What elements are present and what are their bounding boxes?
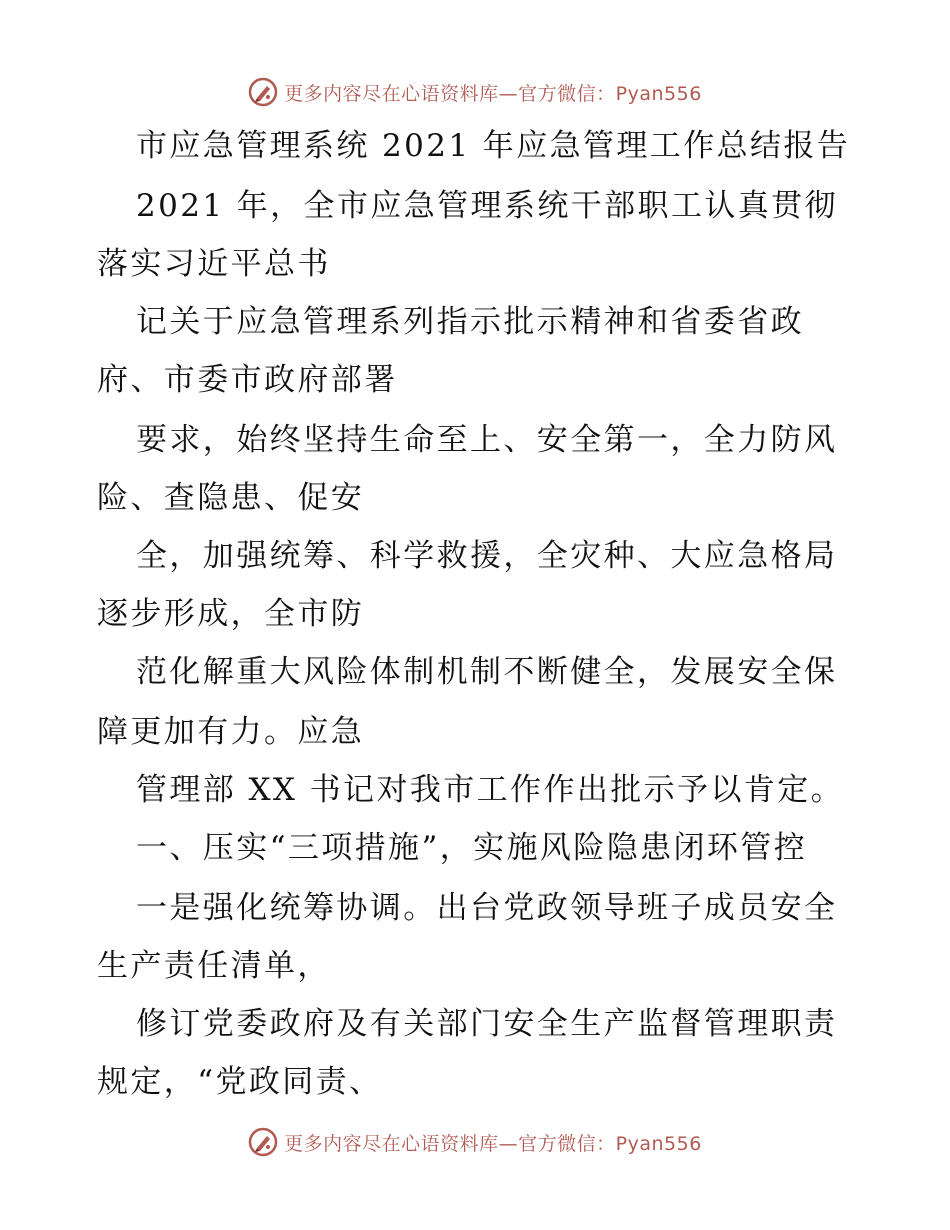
body-line-8: 逐步形成，全市防 — [97, 596, 365, 632]
watermark-text-bottom: 更多内容尽在心语资料库—官方微信：Pyan556 — [284, 1132, 702, 1155]
watermark-text-top: 更多内容尽在心语资料库—官方微信：Pyan556 — [284, 82, 702, 105]
section-heading-1: 一、压实“三项措施”，实施风险隐患闭环管控 — [136, 830, 808, 866]
body-line-14: 生产责任清单， — [97, 948, 331, 984]
body-line-5: 要求，始终坚持生命至上、安全第一，全力防风 — [136, 422, 838, 458]
body-line-15: 修订党委政府及有关部门安全生产监督管理职责 — [136, 1006, 838, 1042]
body-line-9: 范化解重大风险体制机制不断健全，发展安全保 — [136, 654, 838, 690]
body-line-1: 2021 年，全市应急管理系统干部职工认真贯彻 — [136, 188, 838, 224]
document-title: 市应急管理系统 2021 年应急管理工作总结报告 — [136, 128, 851, 164]
body-line-4: 府、市委市政府部署 — [97, 362, 398, 398]
body-line-13: 一是强化统筹协调。出台党政领导班子成员安全 — [136, 890, 838, 926]
body-line-2: 落实习近平总书 — [97, 246, 331, 282]
body-line-16: 规定，“党政同责、 — [97, 1064, 383, 1100]
body-line-6: 险、查隐患、促安 — [97, 480, 365, 516]
watermark-banner-bottom — [0, 1122, 950, 1162]
body-line-3: 记关于应急管理系列指示批示精神和省委省政 — [136, 304, 804, 340]
body-line-10: 障更加有力。应急 — [97, 714, 365, 750]
pen-seal-logo-icon — [248, 1127, 278, 1157]
body-line-11: 管理部 XX 书记对我市工作作出批示予以肯定。 — [136, 772, 845, 808]
body-line-7: 全，加强统筹、科学救援，全灾种、大应急格局 — [136, 538, 838, 574]
